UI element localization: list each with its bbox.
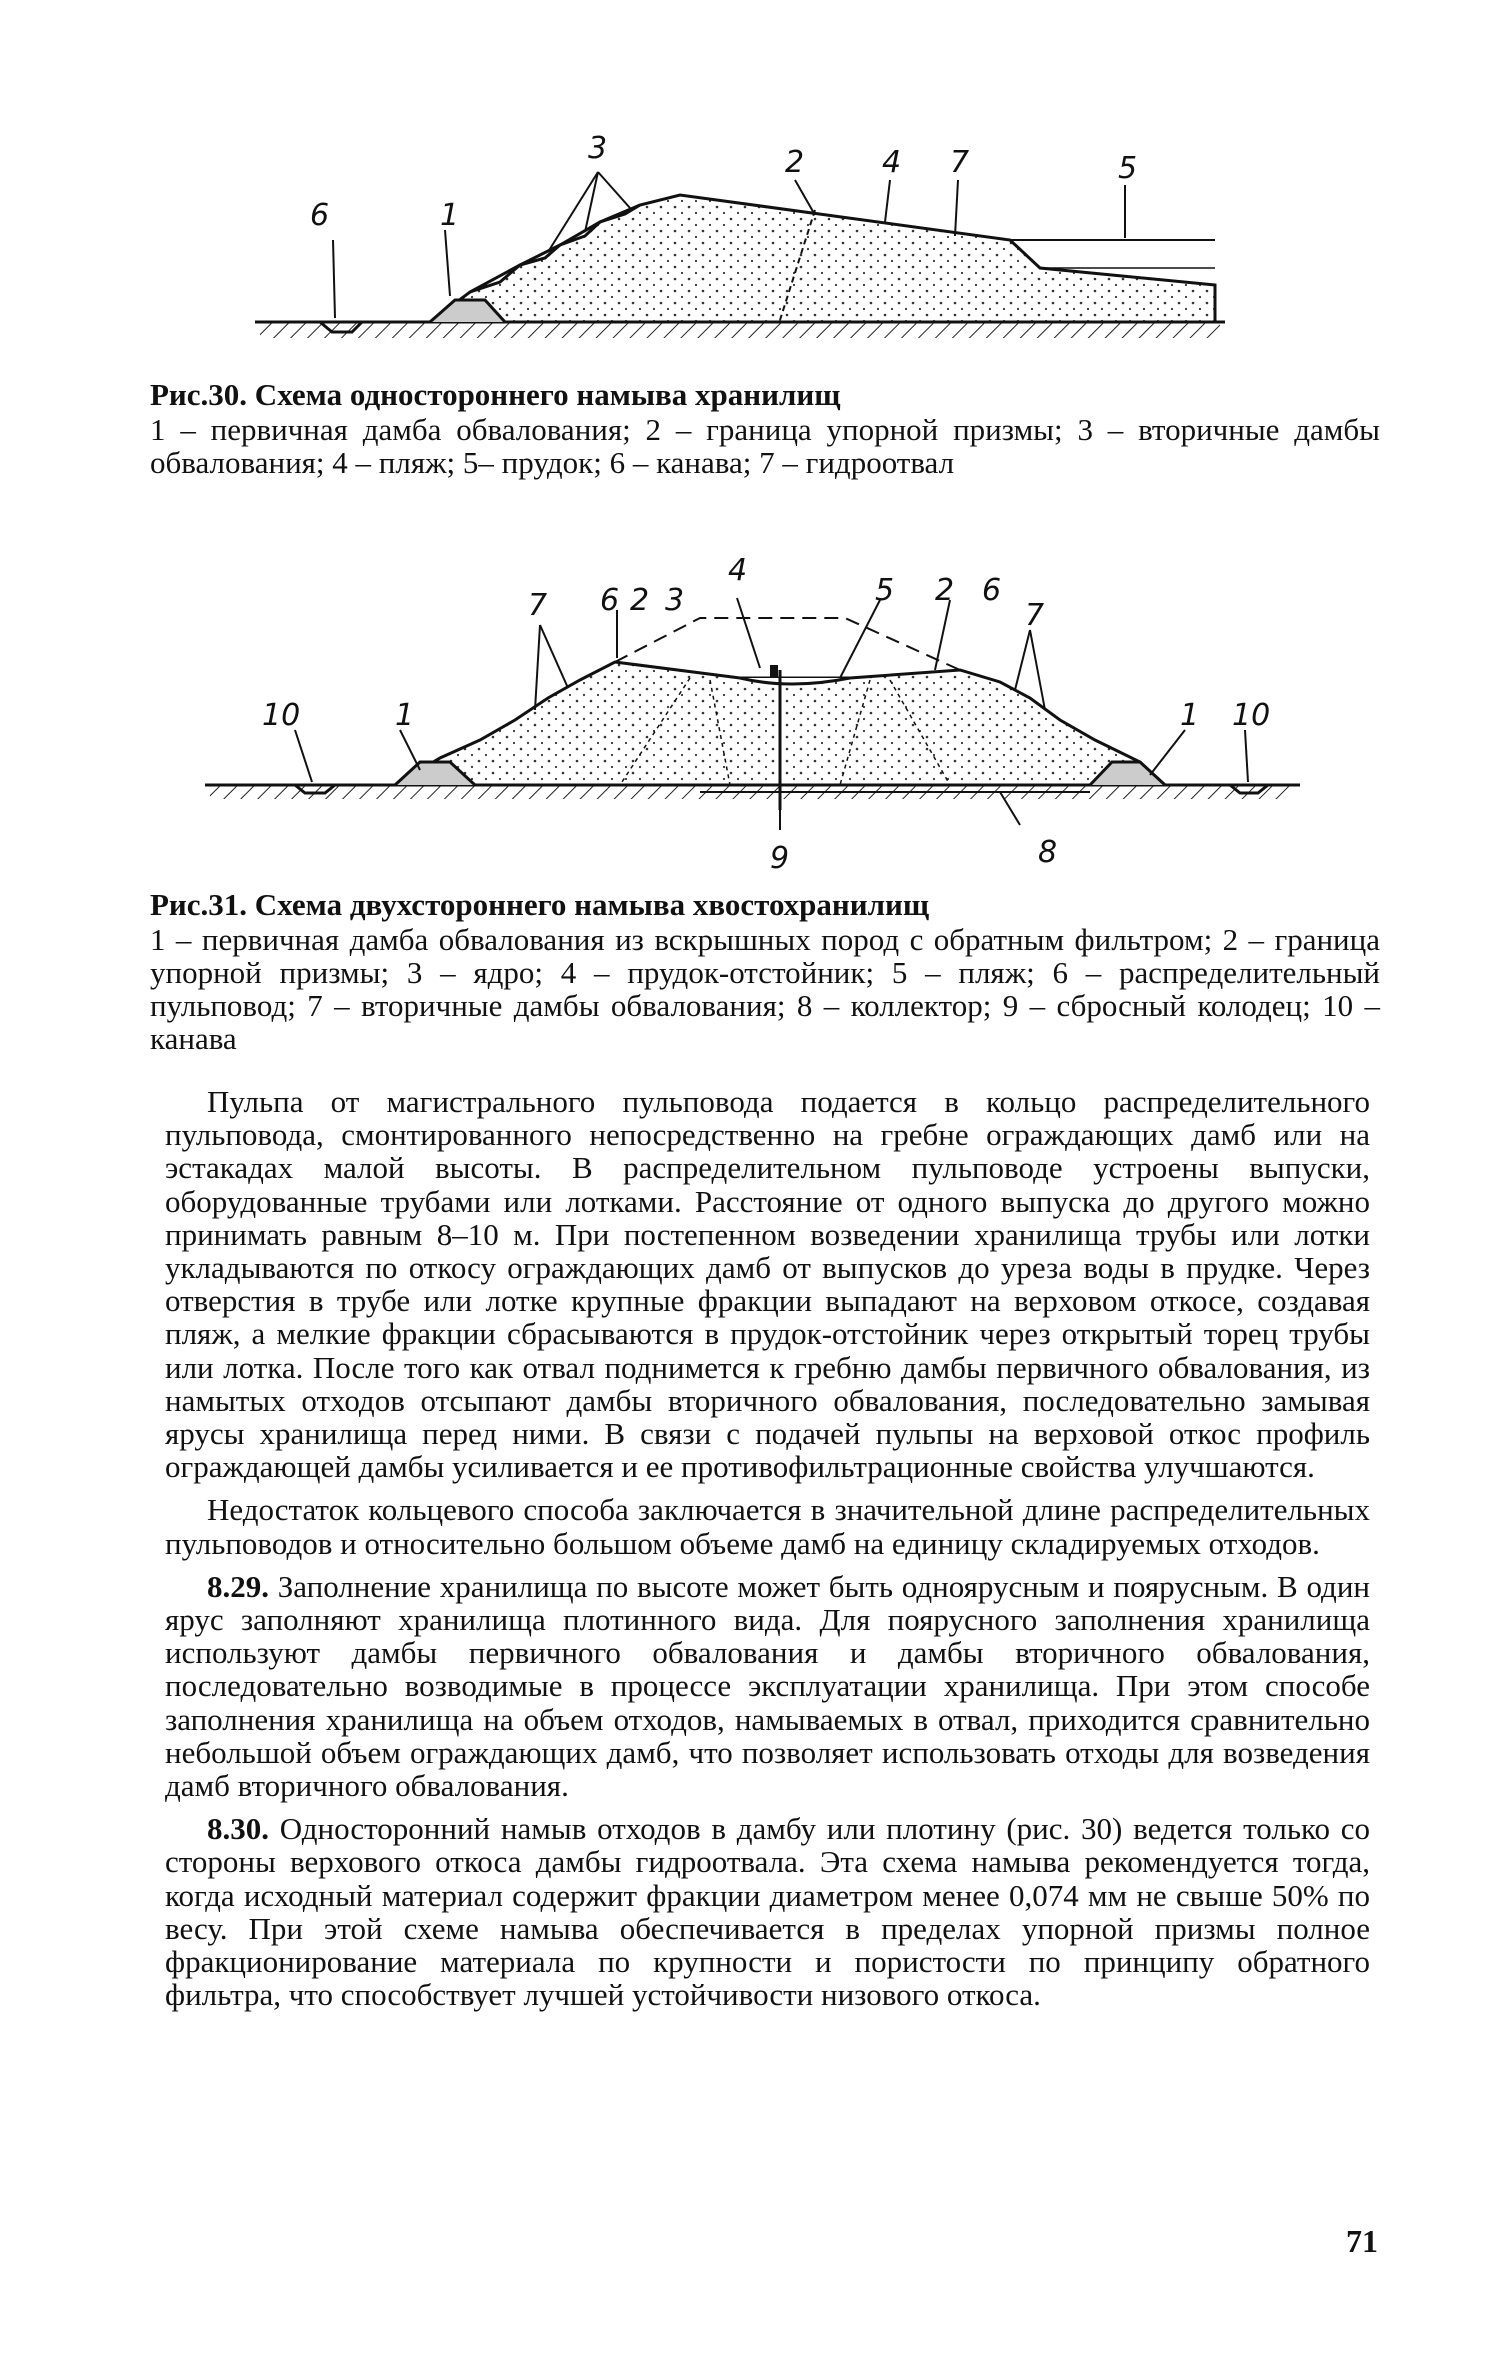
figure-31-legend: 1 – первичная дамба обвалования из вскрышных пород с обратным фильтром; 2 – граница упорной призмы; 3 – ядро; 4 – прудок-отстойник; 5 – пляж; 6 – распределительный пульповод; 7 – вторичные дамбы обвалования; 8 – коллектор; 9 – сбросный колодец; 10 – канава — [150, 922, 1380, 1056]
fig31-label-10-left: 10 — [262, 698, 301, 733]
fig31-label-7-right: 7 — [1025, 598, 1045, 633]
paragraph-3 — [165, 1570, 1370, 1802]
paragraph-4-text: Односторонний намыв отходов в дамбу или плотину (рис. 30) ведется только со стороны верхового откоса дамбы гидроотвала. Эта схема намыва рекомендуется тогда, когда исходный материал содержит фракции диаметром менее 0,074 мм не свыше 50% по весу. При этой схеме намыва обеспечивается в пределах упорной призмы полное фракционирование материала по крупности и пористости по принципу обратного фильтра, что способствует лучшей устойчивости низового откоса. — [165, 1811, 1371, 2013]
fig30-label-6: 6 — [310, 198, 330, 233]
figure-30-caption — [150, 378, 1380, 479]
fig30-label-5: 5 — [1118, 151, 1138, 186]
page-number: 71 — [1346, 2223, 1378, 2259]
ground-hatch — [260, 322, 1220, 338]
fig30-label-3: 3 — [588, 131, 608, 166]
fig31-label-1-left: 1 — [395, 698, 415, 733]
figure-30-title: Рис.30. Схема одностороннего намыва хранилищ — [150, 377, 841, 412]
fig30-label-4: 4 — [882, 145, 902, 180]
figure-30-legend: 1 – первичная дамба обвалования; 2 – граница упорной призмы; 3 – вторичные дамбы обвалования; 4 – пляж; 5– прудок; 6 – канава; 7 – гидроотвал — [150, 412, 1380, 480]
fig30-label-1: 1 — [440, 198, 460, 233]
fig31-label-6-left: 6 — [600, 583, 620, 618]
paragraph-3-text: Заполнение хранилища по высоте может быть одноярусным и поярусным. В один ярус заполняют хранилища плотинного вида. Для поярусного заполнения хранилища используют дамбы первичного обвалования и дамбы вторичного обвалования, последовательно возводимые в процессе эксплуатации хранилища. При этом способе заполнения хранилища на объем отходов, намываемых в отвал, приходится сравнительно небольшой объем ограждающих дамб, что позволяет использовать отходы для возведения дамб вторичного обвалования. — [165, 1568, 1371, 1804]
fig31-label-5: 5 — [875, 573, 895, 608]
fig31-label-8: 8 — [1038, 835, 1058, 870]
section-number-8-29: 8.29. — [207, 1568, 269, 1604]
fig31-label-9: 9 — [770, 841, 790, 876]
fig31-label-2-right: 2 — [935, 573, 955, 608]
fig31-label-6-right: 6 — [982, 573, 1002, 608]
fig30-label-7: 7 — [950, 145, 970, 180]
paragraph-1: Пульпа от магистрального пульповода подается в кольцо распределительного пульповода, смонтированного непосредственно на гребне ограждающих дамб или на эстакадах малой высоты. В распределительном пульповоде устроены выпуски, оборудованные трубами или лотками. Расстояние от одного выпуска до другого можно принимать равным 8–10 м. При постепенном возведении хранилища трубы или лотки укладываются по откосу ограждающих дамб от выпусков до уреза воды в прудке. Через отверстия в трубе или лотке крупные фракции выпадают на верховом откосе, создавая пляж, а мелкие фракции сбрасываются в прудок-отстойник через открытый торец трубы или лотка. После того как отвал поднимется к гребню дамбы первичного обвалования, из намытых отходов отсыпают дамбы вторичного обвалования, последовательно замывая ярусы хранилища перед ними. В связи с подачей пульпы на верховой откос профиль ограждающей дамбы усиливается и ее противофильтрационные свойства улучшаются. — [165, 1084, 1370, 1485]
fig31-label-1-right: 1 — [1180, 698, 1200, 733]
figure-31-caption — [150, 888, 1380, 1055]
figure-31-title: Рис.31. Схема двухстороннего намыва хвостохранилищ — [150, 887, 930, 922]
paragraph-2: Недостаток кольцевого способа заключается в значительной длине распределительных пульповодов и относительно большом объеме дамб на единицу складируемых отходов. — [165, 1492, 1370, 1561]
fig30-label-2: 2 — [785, 145, 805, 180]
fig31-label-2-left: 2 — [630, 583, 650, 618]
fig31-label-3: 3 — [665, 583, 685, 618]
section-number-8-30: 8.30. — [207, 1811, 269, 1847]
figure-31-diagram — [0, 530, 1500, 890]
body-text — [165, 1085, 1370, 2021]
fill-body — [430, 195, 1215, 322]
fig31-label-7-left: 7 — [528, 588, 548, 623]
fig31-label-4: 4 — [728, 553, 748, 588]
figure-30-diagram — [0, 0, 1500, 360]
fig31-label-10-right: 10 — [1232, 698, 1271, 733]
paragraph-4 — [165, 1812, 1370, 2011]
